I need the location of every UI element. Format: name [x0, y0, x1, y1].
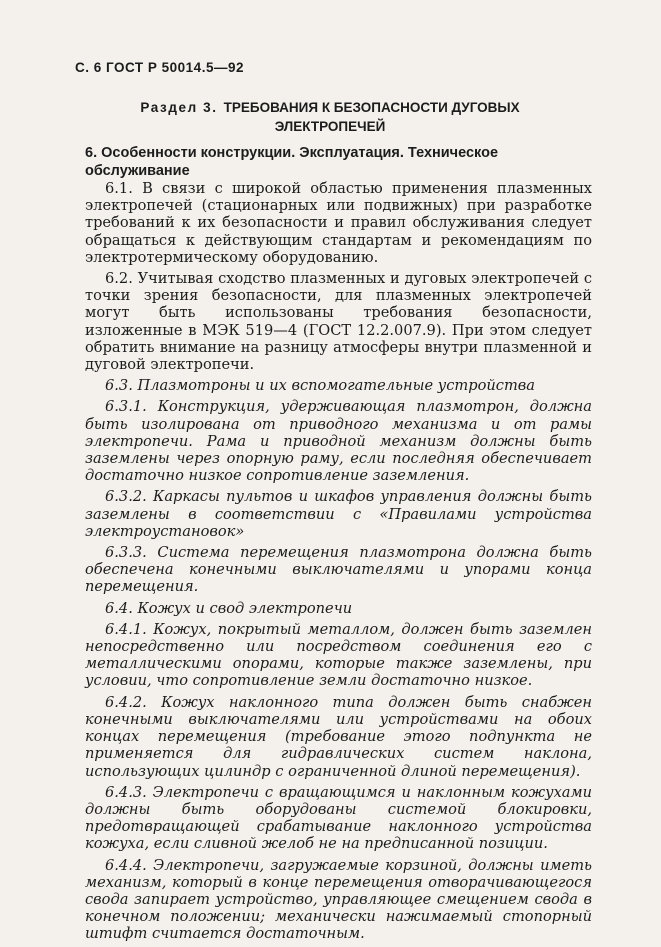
- section-label: Раздел 3.: [140, 100, 218, 115]
- paragraph-6-3: 6.3. Плазмотроны и их вспомогательные устройства: [105, 377, 535, 395]
- paragraph-6-4: 6.4. Кожух и свод электропечи: [105, 599, 353, 617]
- body-text: [85, 180, 592, 947]
- subsection-heading: 6. Особенности конструкции. Эксплуатация. Техническое обслуживание: [85, 145, 499, 179]
- paragraph-6-4-1: 6.4.1. Кожух, покрытый металлом, должен быть заземлен непосредственно или посредством соединения его с металлическими опорами, которые также заземлены, при условии, что сопротивление земли достаточно низкое.: [85, 620, 592, 690]
- paragraph-6-3-1: 6.3.1. Конструкция, удерживающая плазмотрон, должна быть изолирована от приводного механизма и от рамы электропечи. Рама и приводной механизм должны быть заземлены через опорную раму, если последняя обеспечивает достаточно низкое сопротивление заземления.: [85, 398, 592, 485]
- paragraph-6-4-4: 6.4.4. Электропечи, загружаемые корзиной, должны иметь механизм, который в конце перемещения отворачивающегося свода запирает устройство, управляющее смещением свода в конечном положении; механически нажимаемый стопорный штифт считается достаточным.: [85, 856, 592, 943]
- paragraph-6-1: 6.1. В связи с широкой областью применения плазменных электропечей (стационарных или подвижных) при разработке требований к их безопасности и правил обслуживания следует обращаться к действующим стандартам и рекомендациям по электротермическому оборудованию.: [85, 180, 592, 266]
- paragraph-6-3-2: 6.3.2. Каркасы пультов и шкафов управления должны быть заземлены в соответствии с «Правилами устройства электроустановок»: [85, 488, 592, 540]
- paragraph-6-3-3: 6.3.3. Система перемещения плазмотрона должна быть обеспечена конечными выключателями и упорами конца перемещения.: [85, 544, 592, 596]
- section-title-line2: ЭЛЕКТРОПЕЧЕЙ: [274, 119, 386, 134]
- page-header: С. 6 ГОСТ Р 50014.5—92: [75, 60, 244, 75]
- paragraph-6-4-2: 6.4.2. Кожух наклонного типа должен быть снабжен конечными выключателями или устройствами на обоих концах перемещения (требование этого подпункта не применяется для гидравлических систем наклона, использующих цилиндр с ограниченной длиной перемещения).: [85, 693, 592, 780]
- paragraph-6-2: 6.2. Учитывая сходство плазменных и дуговых электропечей с точки зрения безопасности, для плазменных электропечей могут быть использованы требования безопасности, изложенные в МЭК 519—4 (ГОСТ 12.2.007.9). При этом следует обратить внимание на разницу атмосферы внутри плазменной и дуговой электропечи.: [85, 270, 592, 374]
- section-title: [80, 98, 580, 136]
- paragraph-6-4-3: 6.4.3. Электропечи с вращающимся и наклонным кожухами должны быть оборудованы системой блокировки, предотвращающей срабатывание наклонного устройства кожуха, если сливной желоб не на предписанной позиции.: [85, 783, 592, 853]
- section-title-line1: ТРЕБОВАНИЯ К БЕЗОПАСНОСТИ ДУГОВЫХ: [223, 100, 520, 115]
